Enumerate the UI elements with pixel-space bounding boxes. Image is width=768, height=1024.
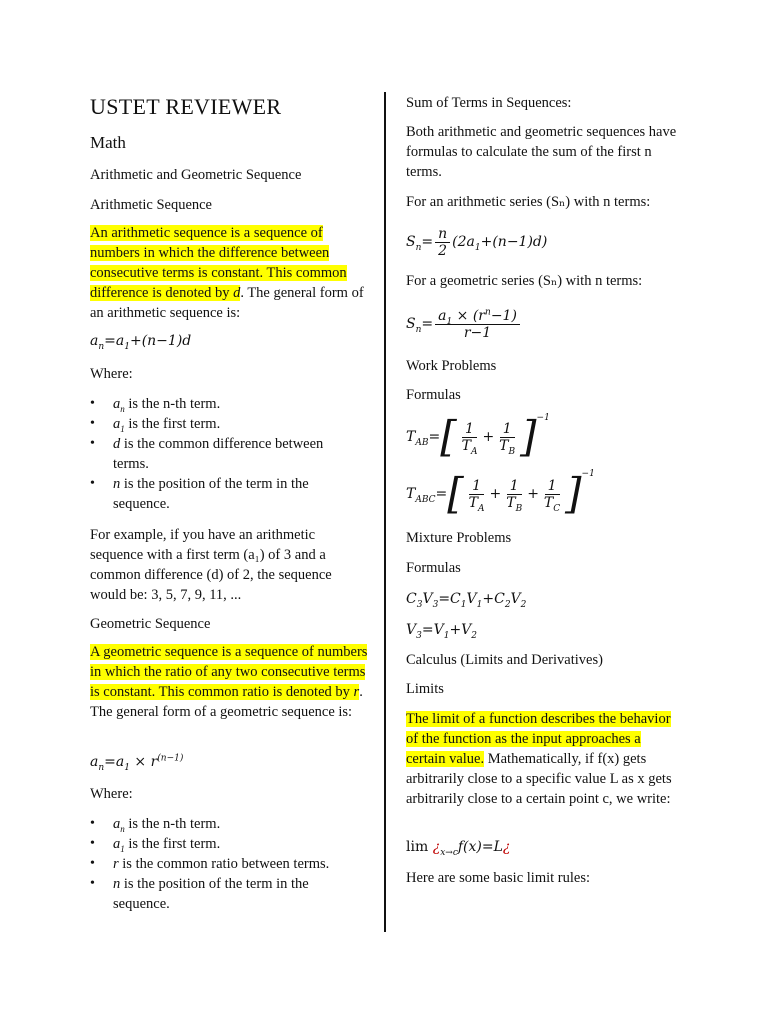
work-problems-heading: Work Problems xyxy=(406,358,497,374)
list-item: • $a_n$ is the n-th term. xyxy=(90,394,360,414)
subject-heading: Math xyxy=(90,133,126,152)
arithmetic-series-label: For an arithmetic series (Sₙ) with n terms: xyxy=(406,194,651,210)
geometric-heading: Geometric Sequence xyxy=(90,616,211,632)
limit-rules-intro: Here are some basic limit rules: xyxy=(406,870,591,886)
where-label-1: Where: xyxy=(90,366,133,382)
formulas-label-2: Formulas xyxy=(406,560,461,576)
list-item: • d is the common difference between terms. xyxy=(90,434,360,474)
list-item: • n is the position of the term in the sequence. xyxy=(90,874,360,914)
list-item: • $a_n$ is the n-th term. xyxy=(90,814,360,834)
mixture-formula-2: $V_3=V_1+V_2$ xyxy=(406,622,478,641)
sum-heading: Sum of Terms in Sequences: xyxy=(406,95,572,111)
arithmetic-bullet-list xyxy=(90,394,360,514)
list-item: • $a_1$ is the first term. xyxy=(90,414,360,434)
document-title: USTET REVIEWER xyxy=(90,94,282,119)
arithmetic-example: For example, if you have an arithmetic sequence with a first term (a₁) of 3 and a common difference (d) of 2, the sequence would be: 3, 5, 7, 9, 11, ... xyxy=(90,527,332,603)
work-formula-abc: $T_{ABC}=$ [ $\frac{1}{T_A}$ + $\frac{1}{T_B}$ + $\frac{1}{T_C}$ ] −1 xyxy=(406,469,595,518)
geometric-series-label: For a geometric series (Sₙ) with n terms: xyxy=(406,273,643,289)
geometric-definition: A geometric sequence is a sequence of numbers in which the ratio of any two consecutive terms is constant. This common ratio is denoted by r. The general form of a geometric sequence is: xyxy=(90,644,368,720)
limit-definition: The limit of a function describes the behavior of the function as the input approaches a certain value. Mathematically, if f(x) gets arbitrarily close to a specific value L as x gets arbitrarily close to a certain point c, we write: xyxy=(406,711,672,807)
limit-formula: $\lim ¿_{x\to c}f(x)=L¿$ xyxy=(406,839,511,858)
geometric-bullet-list xyxy=(90,814,360,914)
list-item: • $a_1$ is the first term. xyxy=(90,834,360,854)
list-item: • n is the position of the term in the sequence. xyxy=(90,474,360,514)
where-label-2: Where: xyxy=(90,786,133,802)
sum-intro: Both arithmetic and geometric sequences have formulas to calculate the sum of the first n terms. xyxy=(406,124,677,180)
arithmetic-formula: $a_n=a_1+(n-1)d$ xyxy=(90,333,192,352)
limits-heading: Limits xyxy=(406,681,444,697)
mixture-formula-1: $C_3V_3=C_1V_1+C_2V_2$ xyxy=(406,591,527,610)
mixture-heading: Mixture Problems xyxy=(406,530,512,546)
geometric-sum-formula: $S_n=$ $\frac{a_1 \times (r^n-1)}{r-1}$ xyxy=(406,302,522,346)
geometric-formula: $a_n=a_1 \times r^{(n-1)}$ xyxy=(90,753,184,773)
work-formula-ab: $T_{AB}=$ [ $\frac{1}{T_A}$ + $\frac{1}{T_B}$ ] −1 xyxy=(406,412,550,461)
list-item: • r is the common ratio between terms. xyxy=(90,854,360,874)
formulas-label-1: Formulas xyxy=(406,387,461,403)
calculus-heading: Calculus (Limits and Derivatives) xyxy=(406,652,603,668)
section-heading: Arithmetic and Geometric Sequence xyxy=(90,167,302,183)
arithmetic-sum-formula: $S_n=$ $\frac{n}{2}$ $(2a_1+(n-1)d)$ xyxy=(406,225,548,259)
arithmetic-definition: An arithmetic sequence is a sequence of numbers in which the difference between consecutive terms is constant. This common difference is denoted by d. The general form of an arithmetic sequence is: xyxy=(90,225,364,321)
column-divider xyxy=(384,92,386,932)
arithmetic-heading: Arithmetic Sequence xyxy=(90,197,212,213)
